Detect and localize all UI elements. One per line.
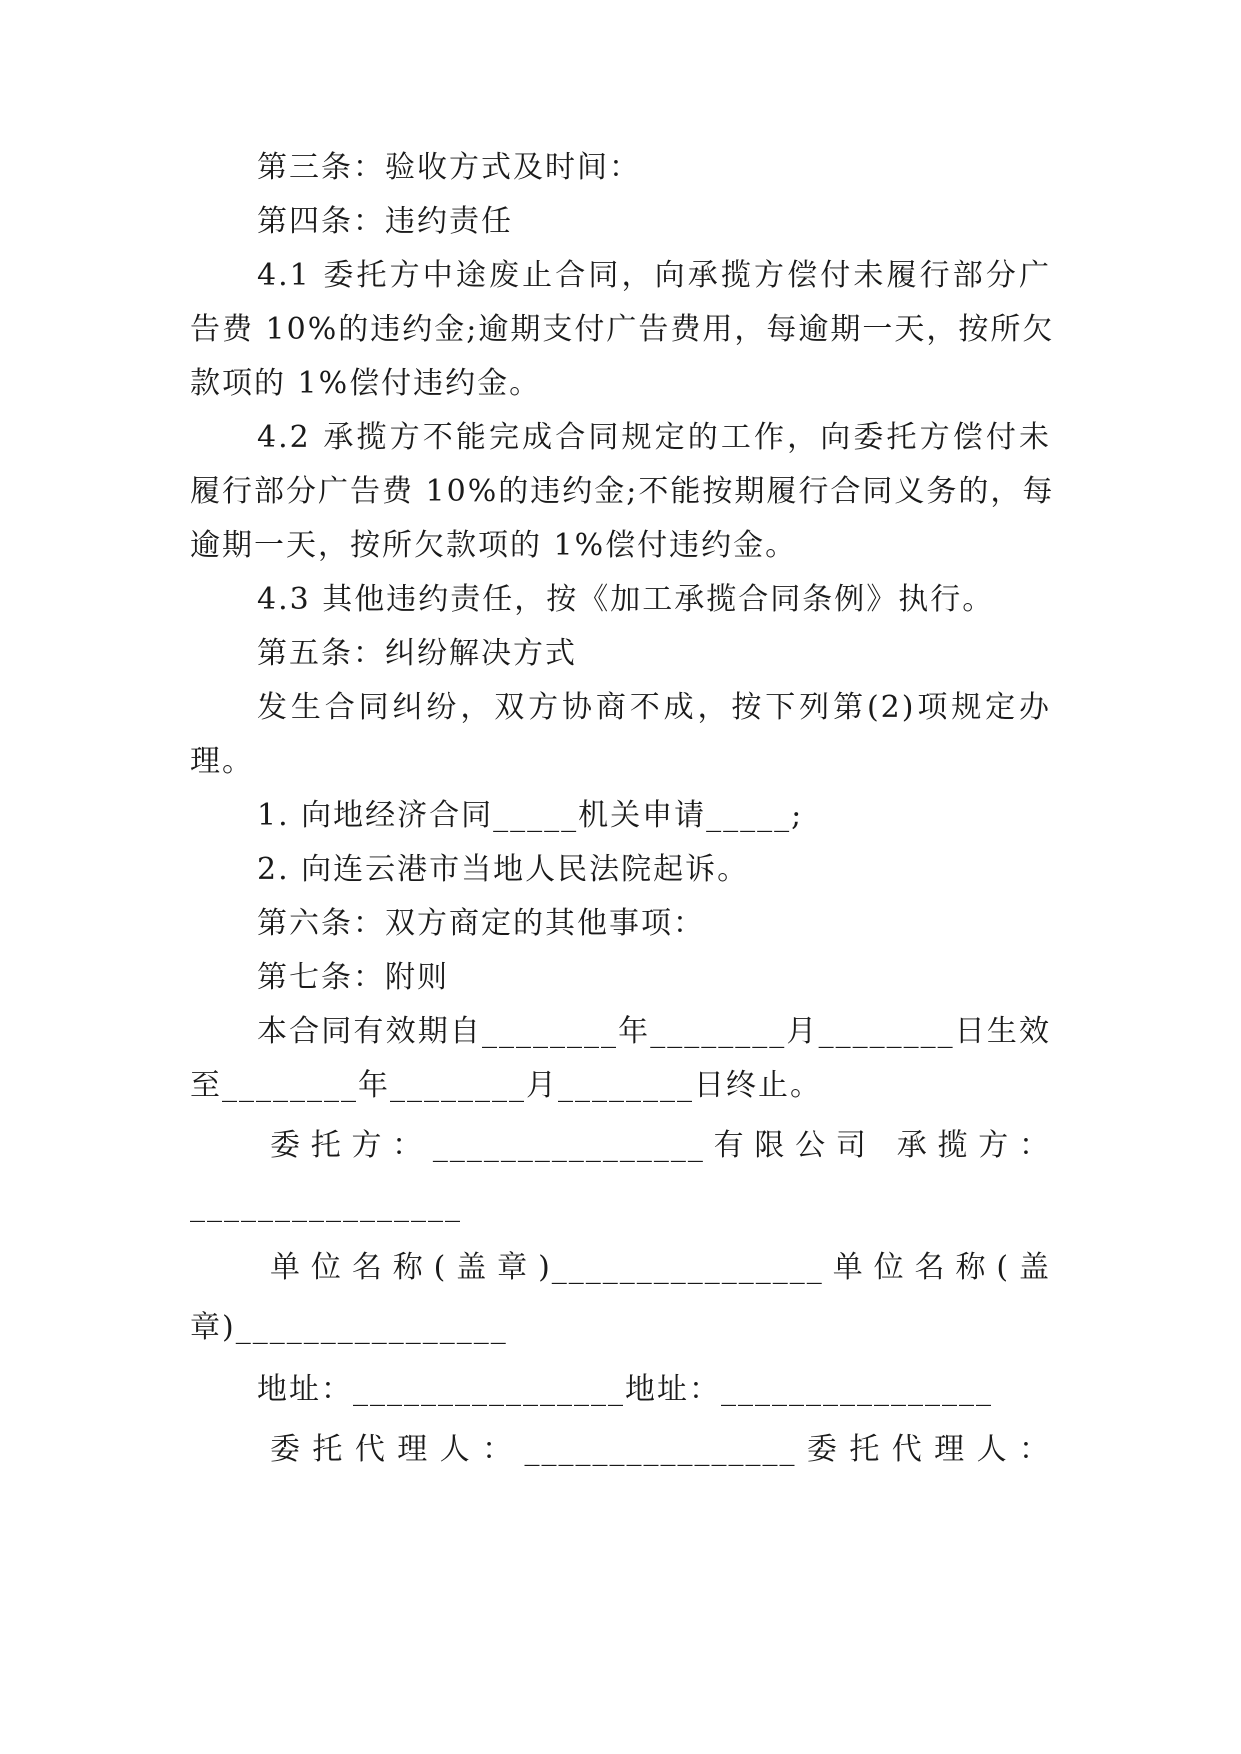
clause-4-2-line-2: 履行部分广告费 10%的违约金;不能按期履行合同义务的，每 (190, 474, 1055, 509)
party-names-line: 委托方：________________有限公司 承揽方： (270, 1128, 1051, 1163)
unit-seal-line-2: 章)________________ (190, 1310, 508, 1345)
clause-4-2-line-3: 逾期一天，按所欠款项的 1%偿付违约金。 (190, 528, 798, 563)
option-2: 2. 向连云港市当地人民法院起诉。 (257, 852, 750, 887)
clause-3-heading: 第三条：验收方式及时间： (257, 150, 641, 185)
clause-5-heading: 第五条：纠纷解决方式 (257, 636, 577, 671)
address-line: 地址：________________地址：________________ (257, 1372, 993, 1407)
clause-4-3: 4.3 其他违约责任，按《加工承揽合同条例》执行。 (257, 582, 995, 617)
clause-5-text-line-1: 发生合同纠纷，双方协商不成，按下列第(2)项规定办 (257, 690, 1051, 725)
unit-seal-line-1: 单位名称(盖章)________________单位名称(盖 (270, 1250, 1051, 1285)
clause-4-1-line-2: 告费 10%的违约金;逾期支付广告费用，每逾期一天，按所欠 (190, 312, 1055, 347)
validity-line-2: 至________年________月________日终止。 (190, 1068, 822, 1103)
clause-6-heading: 第六条：双方商定的其他事项： (257, 906, 705, 941)
option-1: 1. 向地经济合同_____机关申请_____; (257, 798, 804, 833)
agent-line: 委托代理人：________________委托代理人： (270, 1432, 1051, 1467)
clause-4-1-line-1: 4.1 委托方中途废止合同，向承揽方偿付未履行部分广 (257, 258, 1051, 293)
validity-line-1: 本合同有效期自________年________月________日生效 (257, 1014, 1051, 1049)
clause-7-heading: 第七条：附则 (257, 960, 449, 995)
clause-4-heading: 第四条：违约责任 (257, 204, 513, 239)
party-b-name-blank: ________________ (190, 1188, 462, 1223)
clause-4-1-line-3: 款项的 1%偿付违约金。 (190, 366, 542, 401)
clause-4-2-line-1: 4.2 承揽方不能完成合同规定的工作，向委托方偿付未 (257, 420, 1051, 455)
clause-5-text-line-2: 理。 (190, 744, 254, 779)
